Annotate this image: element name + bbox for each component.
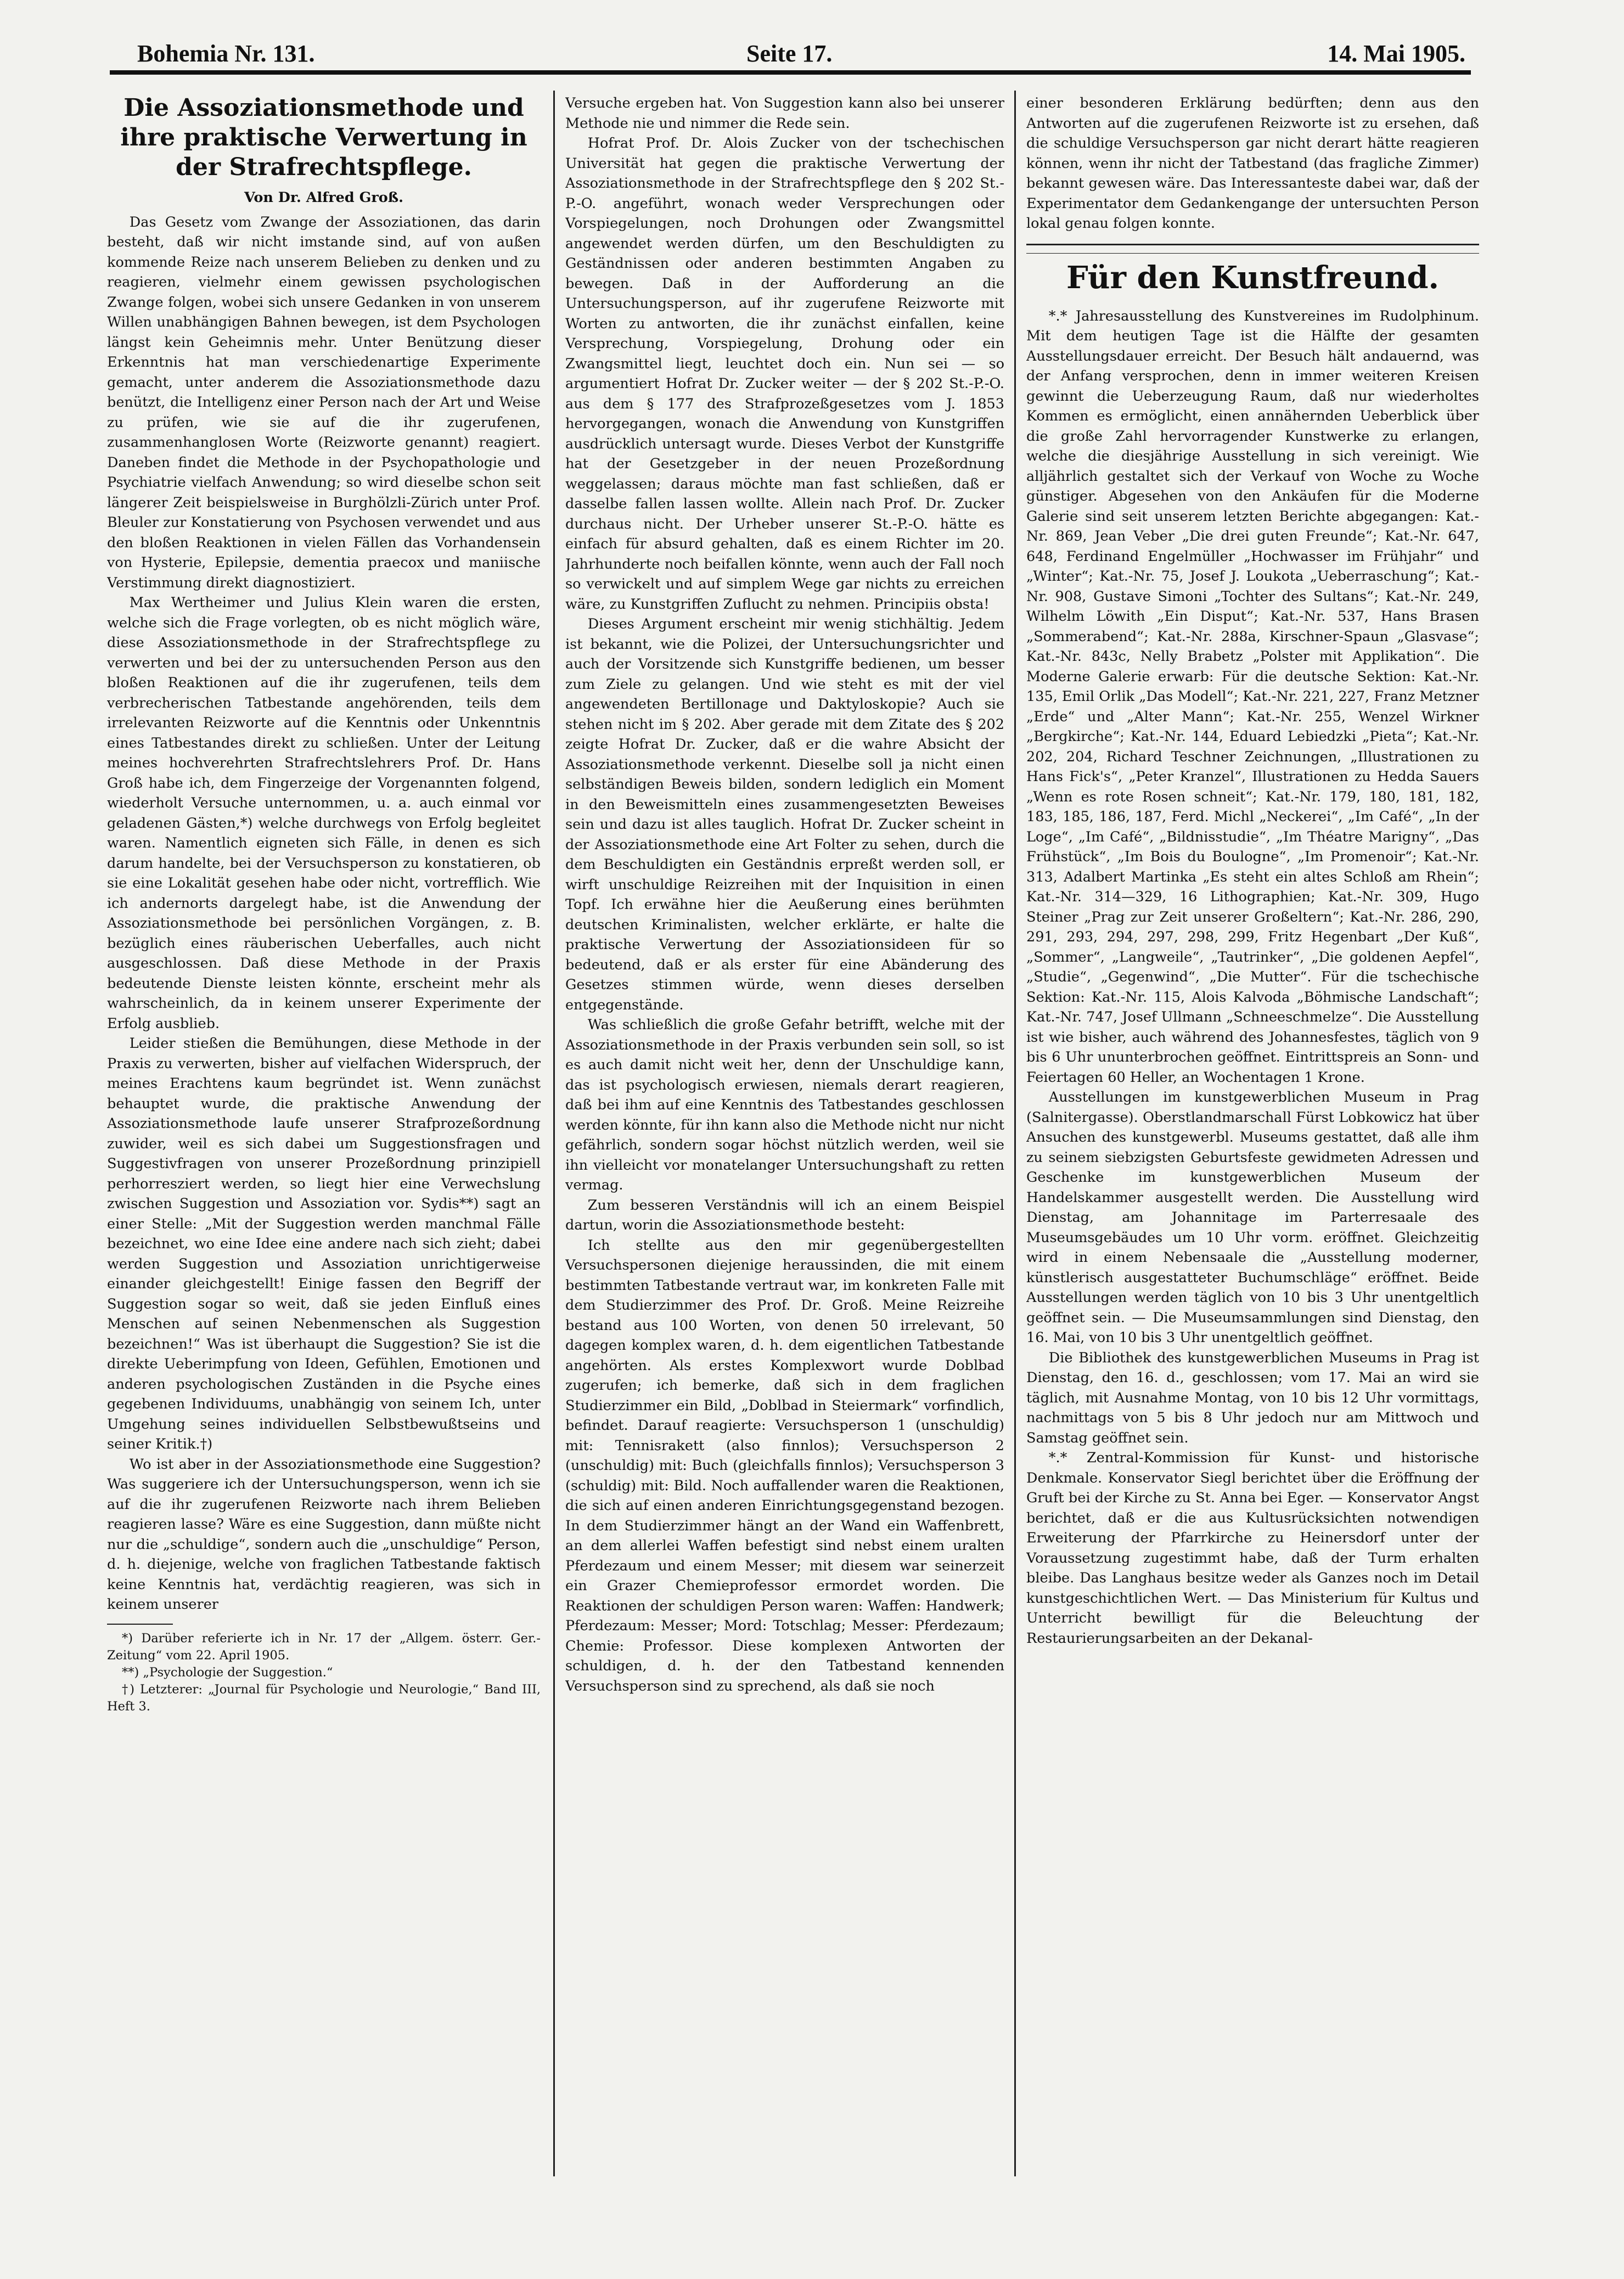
section-title: Für den Kunstfreund. bbox=[1066, 259, 1440, 296]
header-page-number: Seite 17. bbox=[746, 40, 833, 67]
article-paragraph: Dieses Argument erscheint mir wenig stichhältig. Jedem ist bekannt, wie die Polizei, der Untersuchungsrichter und auch der Vorsitzende sich Kunstgriffe bedienen, um besser zum Ziele zu gelangen. Und wie steht es mit der viel angewendeten Bertillonage und Daktyloskopie? Auch sie stehen nicht im § 202. Aber gerade mit dem Zitate des § 202 zeigte Hofrat Dr. Zucker, daß er die wahre Absicht der Assoziationsmethode verkennt. Dieselbe soll ja nicht einen selbständigen Beweis bilden, sondern lediglich ein Moment in den Beweismitteln eines zusammengesetzten Beweises sein und dazu ist alles tauglich. Hofrat Dr. Zucker scheint in der Assoziationsmethode eine Art Folter zu sehen, durch die dem Beschuldigten ein Geständnis erpreßt werden soll, er wirft unschuldige Reizreihen mit der Inquisition in einen Topf. Ich erwähne hier die Aeußerung eines berühmten deutschen Kriminalisten, welcher erklärte, er halte die praktische Verwertung der Assoziationsideen für so bedeutend, daß er als erster für eine Abänderung des Gesetzes stimmen würde, wenn dieses derselben entgegenstände. bbox=[565, 616, 1004, 1013]
article-byline: Von Dr. Alfred Groß. bbox=[244, 189, 404, 206]
article-paragraph: Hofrat Prof. Dr. Alois Zucker von der tschechischen Universität hat gegen die praktische Verwertung der Assoziationsmethode in der Strafrechtspflege den § 202 St.-P.-O. angeführt, wonach weder Versprechungen oder Vorspiegelungen, noch Drohungen oder Zwangsmittel angewendet werden dürfen, um den Beschuldigten zu Geständnissen oder anderen bestimmten Angaben zu bewegen. Daß in der Aufforderung an die Untersuchungsperson, auf ihr zugerufene Reizworte mit Worten zu antworten, die ihr zunächst einfallen, keine Versprechung, Vorspiegelung, Drohung oder ein Zwangsmittel liegt, leuchtet doch ein. Nun sei — so argumentiert Hofrat Dr. Zucker weiter — der § 202 St.-P.-O. aus dem § 177 des Strafprozeßgesetzes vom J. 1853 hervorgegangen, wonach die Anwendung von Kunstgriffen ausdrücklich untersagt wurde. Dieses Verbot der Kunstgriffe hat der Gesetzgeber in der neuen Prozeßordnung weggelassen; daraus möchte man fast schließen, daß er dasselbe fallen lassen wollte. Allein nach Prof. Dr. Zucker durchaus nicht. Der Urheber unserer St.-P.-O. hätte es einfach für absurd gehalten, daß es einem Richter im 20. Jahrhunderte noch beifallen könnte, wenn auch der Fall noch so verwickelt und auf simplem Wege gar nichts zu erreichen wäre, zu Kunstgriffen Zuflucht zu nehmen. Principiis obsta! bbox=[565, 135, 1004, 613]
section-paragraph: Ausstellungen im kunstgewerblichen Museum in Prag (Salnitergasse). Oberstlandmarschall Fürst Lobkowicz hat über Ansuchen des kunstgewerbl. Museums gestattet, daß alle ihm zu seinem siebzigsten Geburtsfeste gewidmeten Adressen und Geschenke im kunstgewerblichen Museum der Handelskammer ausgestellt werden. Die Ausstellung wird Dienstag, am Johannitage im Parterresaale des Museumsgebäudes um 10 Uhr vorm. eröffnet. Gleichzeitig wird in einem Nebensaale die „Ausstellung moderner, künstlerisch ausgestatteter Buchumschläge“ eröffnet. Beide Ausstellungen werden täglich von 10 bis 3 Uhr unentgeltlich geöffnet sein. — Die Museumsammlungen sind Dienstag, den 16. Mai, von 10 bis 3 Uhr unentgeltlich geöffnet. bbox=[1026, 1089, 1479, 1346]
column-1 bbox=[107, 93, 541, 2196]
article-paragraph: Wo ist aber in der Assoziationsmethode eine Suggestion? Was suggeriere ich der Untersuchungsperson, wenn ich sie auf die ihr zugerufenen Reizworte nach ihrem Belieben reagieren lasse? Wäre es eine Suggestion, dann müßte nicht nur die „schuldige“, sondern auch die „unschuldige“ Person, d. h. diejenige, welche von fraglichen Tatbestande faktisch keine Kenntnis hat, verdächtig reagieren, was sich in keinem unserer bbox=[107, 1456, 541, 1613]
article-paragraph: Das Gesetz vom Zwange der Assoziationen, das darin besteht, daß wir nicht imstande sind, auf von außen kommende Reize nach unserem Belieben zu denken und zu reagieren, vielmehr einem gewissen psychologischen Zwange folgen, wobei sich unsere Gedanken in von unserem Willen unabhängigen Bahnen bewegen, ist dem Psychologen längst kein Geheimnis mehr. Unter Benützung dieser Erkenntnis hat man verschiedenartige Experimente gemacht, unter anderem die Assoziationsmethode dazu benützt, die Intelligenz einer Person nach der Art und Weise zu prüfen, wie sie auf die ihr zugerufenen, zusammenhanglosen Worte (Reizworte genannt) reagiert. Daneben findet die Methode in der Psychopathologie und Psychiatrie vielfach Anwendung; so wird dieselbe schon seit längerer Zeit beispielsweise in Burghölzli-Zürich unter Prof. Bleuler zur Konstatierung von Psychosen verwendet und aus den bloßen Reaktionen in vielen Fällen das Vorhandensein von Hysterie, Epilepsie, dementia praecox und maniische Verstimmung direkt diagnostiziert. bbox=[107, 214, 541, 591]
column-3 bbox=[1026, 93, 1479, 2196]
header-date: 14. Mai 1905. bbox=[1327, 40, 1465, 67]
section-paragraph: *.* Zentral-Kommission für Kunst- und historische Denkmale. Konservator Siegl berichtet über die Eröffnung der Gruft bei der Kirche zu St. Anna bei Eger. — Konservator Angst berichtet, daß er die aus Kultusrücksichten notwendigen Erweiterung der Pfarrkirche zu Heinersdorf unter der Voraussetzung zugestimmt habe, daß der Turm erhalten bleibe. Das Langhaus besitze weder als Ganzes noch im Detail kunstgeschichtlichen Wert. — Das Ministerium für Kultus und Unterricht bewilligt für die Beleuchtung der Restaurierungsarbeiten an der Dekanal- bbox=[1026, 1450, 1479, 1647]
header-issue: Bohemia Nr. 131. bbox=[137, 40, 315, 67]
article-paragraph: einer besonderen Erklärung bedürften; denn aus den Antworten auf die zugerufenen Reizworte ist zu ersehen, daß die schuldige Versuchsperson gar nicht derart hätte reagieren können, wenn ihr nicht der Tatbestand (das fragliche Zimmer) bekannt gewesen wäre. Das Interessanteste dabei war, daß der Experimentator dem Gedankengange der untersuchten Person lokal genau folgen konnte. bbox=[1026, 95, 1479, 232]
section-paragraph: Die Bibliothek des kunstgewerblichen Museums in Prag ist Dienstag, den 16. d., geschlossen; vom 17. Mai an wird sie täglich, mit Ausnahme Montag, von 10 bis 12 Uhr vormittags, nachmittags von 5 bis 8 Uhr jedoch nur am Mittwoch und Samstag geöffnet sein. bbox=[1026, 1349, 1479, 1446]
column-divider bbox=[1014, 91, 1016, 2176]
article-paragraph: Leider stießen die Bemühungen, diese Methode in der Praxis zu verwerten, bisher auf vielfachen Widerspruch, der meines Erachtens kaum begründet ist. Wenn zunächst behauptet wurde, die praktische Anwendung der Assoziationsmethode laufe unserer Strafprozeßordnung zuwider, weil es sich dabei um Suggestionsfragen und Suggestivfragen von unserer Prozeßordnung prinzipiell perhorresziert werden, so liegt hier eine Verwechslung zwischen Suggestion und Assoziation vor. Sydis**) sagt an einer Stelle: „Mit der Suggestion werden manchmal Fälle bezeichnet, wo eine Idee eine andere nach sich zieht; dabei werden Suggestion und Assoziation unrichtigerweise einander gleichgestellt! Einige fassen den Begriff der Suggestion sogar so weit, daß sie jeden Einfluß eines Menschen auf seinen Nebenmenschen als Suggestion bezeichnen!“ Was ist überhaupt die Suggestion? Sie ist die direkte Ueberimpfung von Ideen, Gefühlen, Emotionen und anderen psychologischen Zuständen in die Psyche eines gegebenen Individuums, unabhängig von seinem Ich, unter Umgehung seines individuellen Selbstbewußtseins und seiner Kritik.†) bbox=[107, 1035, 541, 1452]
footnote: †) Letzterer: „Journal für Psychologie und Neurologie,“ Band III, Heft 3. bbox=[107, 1682, 541, 1714]
section-rule bbox=[1026, 253, 1479, 254]
section-paragraph: *.* Jahresausstellung des Kunstvereines im Rudolphinum. Mit dem heutigen Tage ist die Hälfte der gesamten Ausstellungsdauer erreicht. Der Besuch hält andauernd, was der Anfang versprochen, denn in immer weiteren Kreisen gewinnt die Ueberzeugung Raum, daß nur wiederholtes Kommen es ermöglicht, einen annähernden Ueberblick über die große Zahl hervorragender Kunstwerke zu erlangen, welche die diesjährige Ausstellung in sich vereinigt. Wie alljährlich gestaltet sich der Verkauf von Woche zu Woche günstiger. Abgesehen von den Ankäufen für die Moderne Galerie sind seit unserem letzten Berichte abgegangen: Kat.-Nr. 869, Jean Veber „Die drei guten Freunde“; Kat.-Nr. 647, 648, Ferdinand Engelmüller „Hochwasser im Frühjahr“ und „Winter“; Kat.-Nr. 75, Josef J. Loukota „Ueberraschung“; Kat.-Nr. 908, Gustave Simoni „Tochter des Sultans“; Kat.-Nr. 249, Wilhelm Löwith „Ein Disput“; Kat.-Nr. 537, Hans Brasen „Sommerabend“; Kat.-Nr. 288a, Kirschner-Spaun „Glasvase“; Kat.-Nr. 843c, Nelly Brabetz „Polster mit Applikation“. Die Moderne Galerie erwarb: Für die deutsche Sektion: Kat.-Nr. 135, Emil Orlik „Das Modell“; Kat.-Nr. 221, 227, Franz Metzner „Erde“ und „Alter Mann“; Kat.-Nr. 255, Wenzel Wirkner „Bergkirche“; Kat.-Nr. 144, Eduard Lebiedzki „Pieta“; Kat.-Nr. 202, 204, Richard Teschner Zeichnungen, „Illustrationen zu Hans Fick's“, „Peter Kranzel“, Illustrationen zu Hedda Sauers „Wenn es rote Rosen schneit“; Kat.-Nr. 179, 180, 181, 182, 183, 185, 186, 187, Ferd. Michl „Neckerei“, „Im Café“, „In der Loge“, „Im Café“, „Bildnisstudie“, „Im Théatre Marigny“, „Das Frühstück“, „Im Bois du Boulogne“, „Im Promenoir“; Kat.-Nr. 313, Adalbert Martinka „Es steht ein altes Schloß am Rhein“; Kat.-Nr. 314—329, 16 Lithographien; Kat.-Nr. 309, Hugo Steiner „Prag zur Zeit unserer Großeltern“; Kat.-Nr. 286, 290, 291, 293, 294, 297, 298, 299, Fritz Hegenbart „Der Kuß“, „Sommer“, „Langweile“, „Tautrinker“, „Die goldenen Aepfel“, „Studie“, „Gegenwind“, „Die Mutter“. Für die tschechische Sektion: Kat.-Nr. 115, Alois Kalvoda „Böhmische Landschaft“; Kat.-Nr. 747, Josef Ullmann „Schneeschmelze“. Die Ausstellung ist wie bisher, auch während des Johannesfestes, täglich von 9 bis 6 Uhr ununterbrochen geöffnet. Eintrittspreis an Sonn- und Feiertagen 60 Heller, an Wochentagen 1 Krone. bbox=[1026, 307, 1479, 1086]
header-rule bbox=[110, 70, 1471, 75]
column-2 bbox=[565, 93, 1004, 2196]
section-rule bbox=[1026, 244, 1479, 245]
article-title: Die Assoziationsmethode und ihre praktische Verwertung in der Strafrechtspflege. bbox=[120, 94, 527, 181]
page-header bbox=[137, 40, 1465, 72]
article-paragraph: Versuche ergeben hat. Von Suggestion kann also bei unserer Methode nie und nimmer die Rede sein. bbox=[565, 95, 1004, 132]
article-paragraph: Max Wertheimer und Julius Klein waren die ersten, welche sich die Frage vorlegten, ob es nicht möglich wäre, diese Assoziationsmethode in der Strafrechtspflege zu verwerten und bei der zu untersuchenden Person aus den bloßen Reaktionen auf die ihr zugerufenen, teils dem verbrecherischen Tatbestande angehörenden, teils dem irrelevanten Reizworte auf die Kenntnis oder Unkenntnis eines Tatbestandes direkt zu schließen. Unter der Leitung meines hochverehrten Strafrechtslehrers Prof. Dr. Hans Groß habe ich, dem Fingerzeige der Vorgenannten folgend, wiederholt Versuche unternommen, u. a. auch einmal vor geladenen Gästen,*) welche durchwegs von Erfolg begleitet waren. Namentlich eigneten sich Fälle, in denen es sich darum handelte, bei der Versuchsperson zu konstatieren, ob sie eine Lokalität gesehen habe oder nicht, vortrefflich. Wie ich andernorts dargelegt habe, ist die Anwendung der Assoziationsmethode bei persönlichen Vorgängen, z. B. bezüglich eines räuberischen Ueberfalles, auch nicht ausgeschlossen. Daß diese Methode in der Praxis bedeutende Dienste leisten könnte, erscheint mehr als wahrscheinlich, da in keinem unserer Experimente der Erfolg ausblieb. bbox=[107, 594, 541, 1032]
footnote-rule bbox=[107, 1624, 173, 1625]
article-paragraph: Ich stellte aus den mir gegenübergestellten Versuchspersonen diejenige heraussinden, die mit einem bestimmten Tatbestande vertraut war, im konkreten Falle mit dem Studierzimmer des Prof. Dr. Groß. Meine Reizreihe bestand aus 100 Worten, von denen 50 irrelevant, 50 dagegen komplex waren, d. h. dem eigentlichen Tatbestande angehörten. Als erstes Komplexwort wurde Doblbad zugerufen; ich bemerke, daß sich in dem fraglichen Studierzimmer ein Bild, „Doblbad in Steiermark“ vorfindlich, befindet. Darauf reagierte: Versuchsperson 1 (unschuldig) mit: Tennisrakett (also finnlos); Versuchsperson 2 (unschuldig) mit: Buch (gleichfalls finnlos); Versuchsperson 3 (schuldig) mit: Bild. Noch auffallender waren die Reaktionen, die sich auf einen anderen Einrichtungsgegenstand bezogen. In dem Studierzimmer hängt an der Wand ein Waffenbrett, an dem allerlei Waffen befestigt sind nebst einem uralten Pferdezaum und einem Messer; mit diesem war seinerzeit ein Grazer Chemieprofessor ermordet worden. Die Reaktionen der schuldigen Person waren: Waffen: Handwerk; Pferdezaum: Messer; Mord: Totschlag; Messer: Pferdezaum; Chemie: Professor. Diese komplexen Antworten der schuldigen, d. h. der den Tatbestand kennenden Versuchsperson sind zu sprechend, als daß sie noch bbox=[565, 1237, 1004, 1694]
column-divider bbox=[553, 91, 555, 2176]
footnote: *) Darüber referierte ich in Nr. 17 der „Allgem. österr. Ger.-Zeitung“ vom 22. April 1905. bbox=[107, 1631, 541, 1663]
article-paragraph: Was schließlich die große Gefahr betrifft, welche mit der Assoziationsmethode in der Praxis verbunden sein soll, so ist es auch damit nicht weit her, denn der Unschuldige kann, das ist psychologisch erwiesen, niemals derart reagieren, daß bei ihm auf eine Kenntnis des Tatbestandes geschlossen werden könnte, für ihn kann also die Methode nicht nur nicht gefährlich, sondern sogar höchst nützlich werden, weil sie ihn vielleicht vor monatelanger Untersuchungshaft zu retten vermag. bbox=[565, 1017, 1004, 1193]
footnote: **) „Psychologie der Suggestion.“ bbox=[122, 1665, 333, 1680]
article-paragraph: Zum besseren Verständnis will ich an einem Beispiel dartun, worin die Assoziationsmethode besteht: bbox=[565, 1197, 1004, 1233]
